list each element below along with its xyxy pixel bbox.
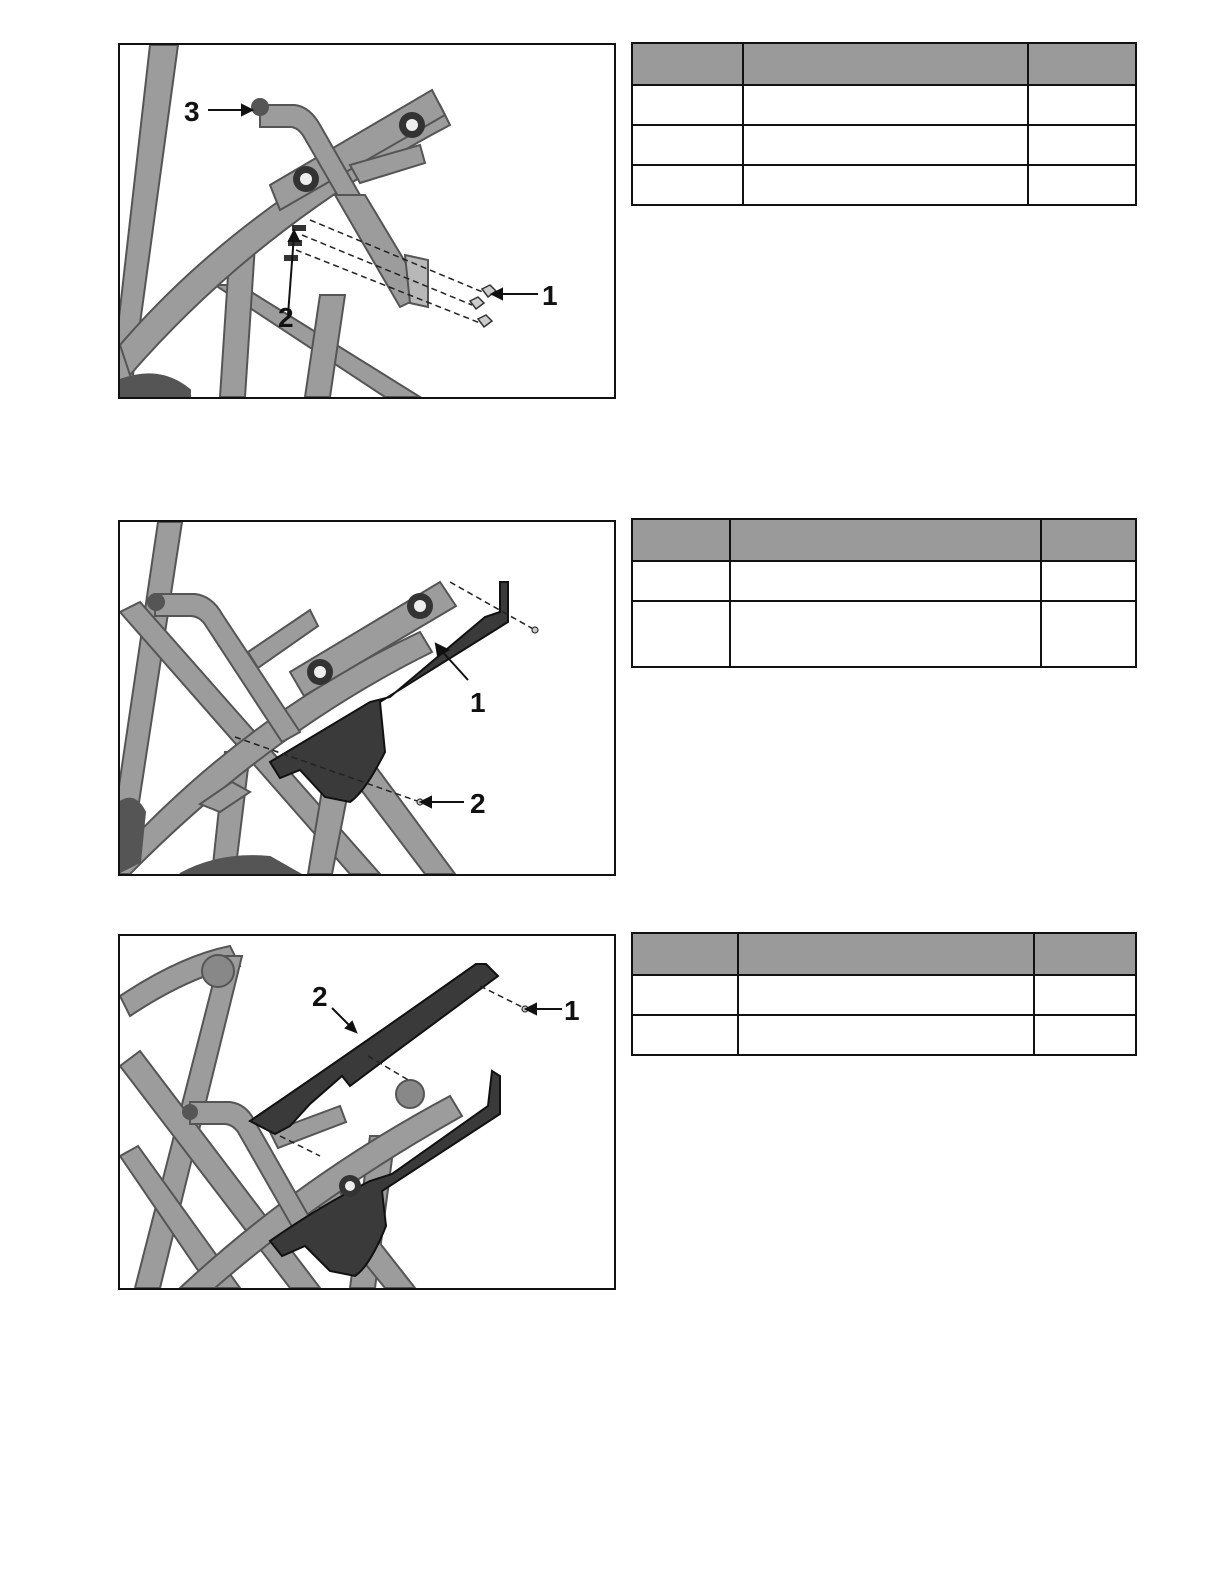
step-1-illustration (118, 43, 616, 399)
table-cell (743, 125, 1028, 165)
step-3-drawing (120, 936, 614, 1288)
callout-3: 3 (184, 96, 200, 127)
header-cell (743, 43, 1028, 85)
step-2-parts-table (631, 518, 1137, 668)
table-cell (632, 1015, 738, 1055)
callout-1: 1 (564, 995, 580, 1026)
table-row (632, 561, 1136, 601)
table-cell (743, 165, 1028, 205)
callout-3-arrowhead (242, 105, 252, 115)
table-header-row (632, 43, 1136, 85)
table-cell (730, 561, 1041, 601)
table-row (632, 85, 1136, 125)
header-cell (632, 43, 743, 85)
step-3-illustration (118, 934, 616, 1290)
callout-2-arrowhead (421, 797, 431, 807)
table-cell (632, 975, 738, 1015)
table-cell (738, 1015, 1034, 1055)
callout-2-arrowhead (289, 231, 299, 241)
table-cell (1041, 601, 1136, 667)
flywheel (180, 856, 300, 874)
end-cap (251, 98, 269, 116)
callout-2: 2 (312, 981, 328, 1012)
callout-1: 1 (470, 687, 486, 718)
step-3-parts-table (631, 932, 1137, 1056)
crossbar (248, 610, 318, 668)
callout-2: 2 (470, 788, 486, 819)
table-cell (743, 85, 1028, 125)
header-cell (632, 933, 738, 975)
table-cell (730, 601, 1041, 667)
table-row (632, 1015, 1136, 1055)
step-2-illustration (118, 520, 616, 876)
header-cell (1041, 519, 1136, 561)
bolts (284, 225, 306, 261)
table-cell (1034, 975, 1136, 1015)
step-1-drawing (120, 45, 614, 397)
header-cell (632, 519, 730, 561)
table-cell (1028, 125, 1136, 165)
table-row (632, 165, 1136, 205)
table-header-row (632, 519, 1136, 561)
header-cell (1034, 933, 1136, 975)
table-cell (1041, 561, 1136, 601)
table-cell (632, 125, 743, 165)
step-2-drawing (120, 522, 614, 874)
callout-2: 2 (278, 302, 294, 333)
end-cap (182, 1104, 198, 1120)
table-cell (1034, 1015, 1136, 1055)
table-row (632, 125, 1136, 165)
callout-1: 1 (542, 280, 558, 311)
table-header-row (632, 933, 1136, 975)
table-cell (632, 85, 743, 125)
top-cover (250, 964, 498, 1134)
table-row (632, 975, 1136, 1015)
callout-1-arrowhead (526, 1004, 536, 1014)
header-cell (738, 933, 1034, 975)
table-cell (632, 601, 730, 667)
table-cell (738, 975, 1034, 1015)
table-row (632, 601, 1136, 667)
curved-rail (120, 105, 450, 375)
step-1-parts-table (631, 42, 1137, 206)
flywheel (120, 374, 190, 397)
header-cell (730, 519, 1041, 561)
header-cell (1028, 43, 1136, 85)
table-cell (632, 165, 743, 205)
table-cell (1028, 85, 1136, 125)
table-cell (1028, 165, 1136, 205)
table-cell (632, 561, 730, 601)
end-cap (147, 593, 165, 611)
